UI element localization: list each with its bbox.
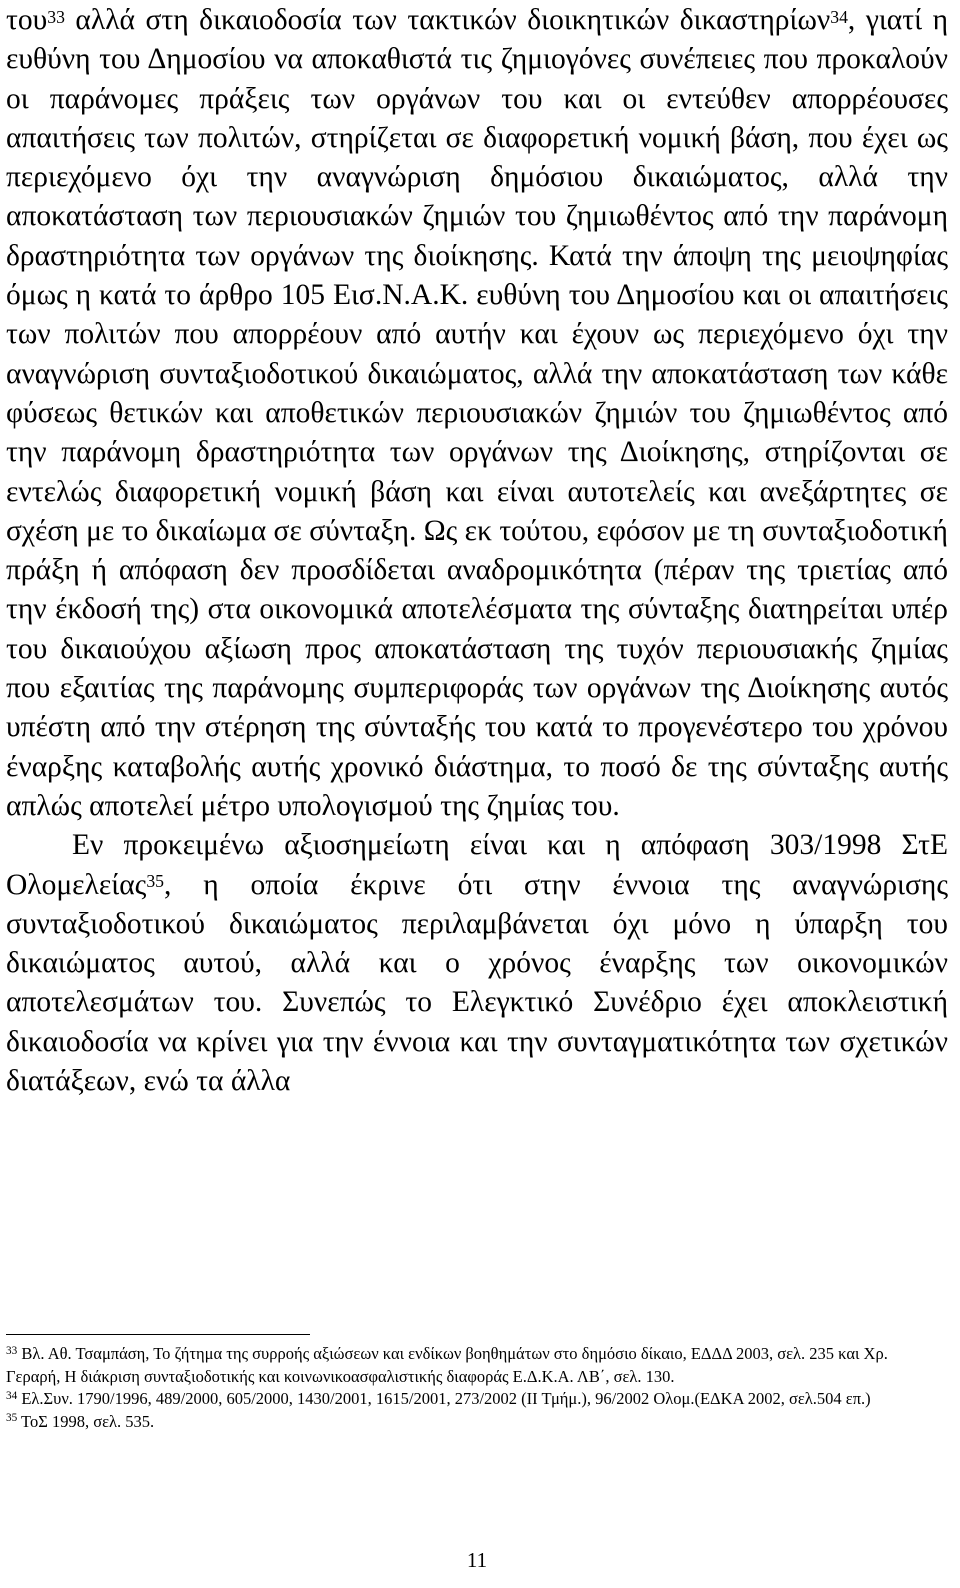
paragraph-2-text-a: Εν προκειμένω αξιοσημείωτη είναι και η απόφαση 303/1998 ΣτΕ Ολομελείας bbox=[6, 829, 948, 901]
footnote-ref-35: 35 bbox=[146, 871, 165, 892]
footnote-number: 35 bbox=[6, 1412, 18, 1425]
paragraph-1 bbox=[6, 1, 948, 826]
footnote-text: ΤοΣ 1998, σελ. 535. bbox=[17, 1411, 155, 1431]
footnote-separator bbox=[6, 1334, 310, 1335]
footnote-text: Ελ.Συν. 1790/1996, 489/2000, 605/2000, 1430/2001, 1615/2001, 273/2002 (ΙΙ Τμήμ.), 96/2002 Ολομ.(ΕΔΚΑ 2002, σελ.504 επ.) bbox=[17, 1389, 871, 1408]
footnote-text: Βλ. Αθ. Τσαμπάση, Το ζήτημα της συρροής αξιώσεων και ενδίκων βοηθημάτων στο δημόσιο δίκαιο, ΕΔΔΔ 2003, σελ. 235 και Χρ. Γεραρή, Η διάκριση συνταξιοδοτικής και κοινωνικοασφαλιστικής διαφοράς Ε.Δ.Κ.Α. ΛΒ΄, σελ. 130. bbox=[6, 1344, 888, 1386]
paragraph-1-text-c: , γιατί η ευθύνη του Δημοσίου να αποκαθιστά τις ζημιογόνες συνέπειες που προκαλούν οι παράνομες πράξεις των οργάνων του και οι εντεύθεν απορρέουσες απαιτήσεις των πολιτών, στηρίζεται σε διαφορετική νομική βάση, που έχει ως περιεχόμενο όχι την αναγνώριση δημόσιου δικαιώματος, αλλά την αποκατάσταση των περιουσιακών ζημιών του ζημιωθέντος από την παράνομη δραστηριότητα των οργάνων της διοίκησης. Κατά την άποψη της μειοψηφίας όμως η κατά το άρθρο 105 Εισ.Ν.Α.Κ. ευθύνη του Δημοσίου και οι απαιτήσεις των πολιτών που απορρέουν από αυτήν και έχουν ως περιεχόμενο όχι την αναγνώριση συνταξιοδοτικού δικαιώματος, αλλά την αποκατάσταση των κάθε φύσεως θετικών και αποθετικών περιουσιακών ζημιών του ζημιωθέντος από την παράνομη δραστηριότητα των οργάνων της Διοίκησης, στηρίζονται σε εντελώς διαφορετική νομική βάση και είναι αυτοτελείς και ανεξάρτητες σε σχέση με το δικαίωμα σε σύνταξη. Ως εκ τούτου, εφόσον με τη συνταξιοδοτική πράξη ή απόφαση δεν προσδίδεται αναδρομικότητα (πέραν της τριετίας από την έκδοσή της) στα οικονομικά αποτελέσματα της σύνταξης διατηρείται υπέρ του δικαιούχου αξίωση προς αποκατάσταση της τυχόν περιουσιακής ζημίας που εξαιτίας της παράνομης συμπεριφοράς των οργάνων της Διοίκησης αυτός υπέστη από την στέρηση της σύνταξής του κατά το προγενέστερο του χρόνου έναρξης καταβολής αυτής χρονικό διάστημα, το ποσό δε της σύνταξης αυτής απλώς αποτελεί μέτρο υπολογισμού της ζημίας του. bbox=[6, 4, 948, 822]
footnote-ref-34: 34 bbox=[830, 6, 848, 27]
footnote-number: 34 bbox=[6, 1389, 18, 1402]
body-text bbox=[6, 0, 948, 1101]
footnote-ref-33: 33 bbox=[47, 6, 65, 27]
paragraph-2 bbox=[6, 826, 948, 1101]
paragraph-2-text-b: , η οποία έκρινε ότι στην έννοια της αναγνώρισης συνταξιοδοτικού δικαιώματος περιλαμβάνεται όχι μόνο η ύπαρξη του δικαιώματος αυτού, αλλά και ο χρόνος έναρξης των οικονομικών αποτελεσμάτων του. Συνεπώς το Ελεγκτικό Συνέδριο έχει αποκλειστική δικαιοδοσία να κρίνει για την έννοια και την συνταγματικότητα των σχετικών διατάξεων, ενώ τα άλλα bbox=[6, 868, 948, 1098]
footnote-35 bbox=[6, 1411, 906, 1434]
page-number: 11 bbox=[466, 1548, 488, 1572]
paragraph-1-text-b: αλλά στη δικαιοδοσία των τακτικών διοικητικών δικαστηρίων bbox=[64, 4, 831, 36]
paragraph-1-text-a: του bbox=[6, 4, 48, 36]
footnote-33 bbox=[6, 1343, 906, 1388]
document-page bbox=[6, 0, 948, 1588]
footnote-number: 33 bbox=[6, 1344, 18, 1357]
footnotes bbox=[6, 1343, 906, 1433]
footnote-34 bbox=[6, 1388, 906, 1411]
